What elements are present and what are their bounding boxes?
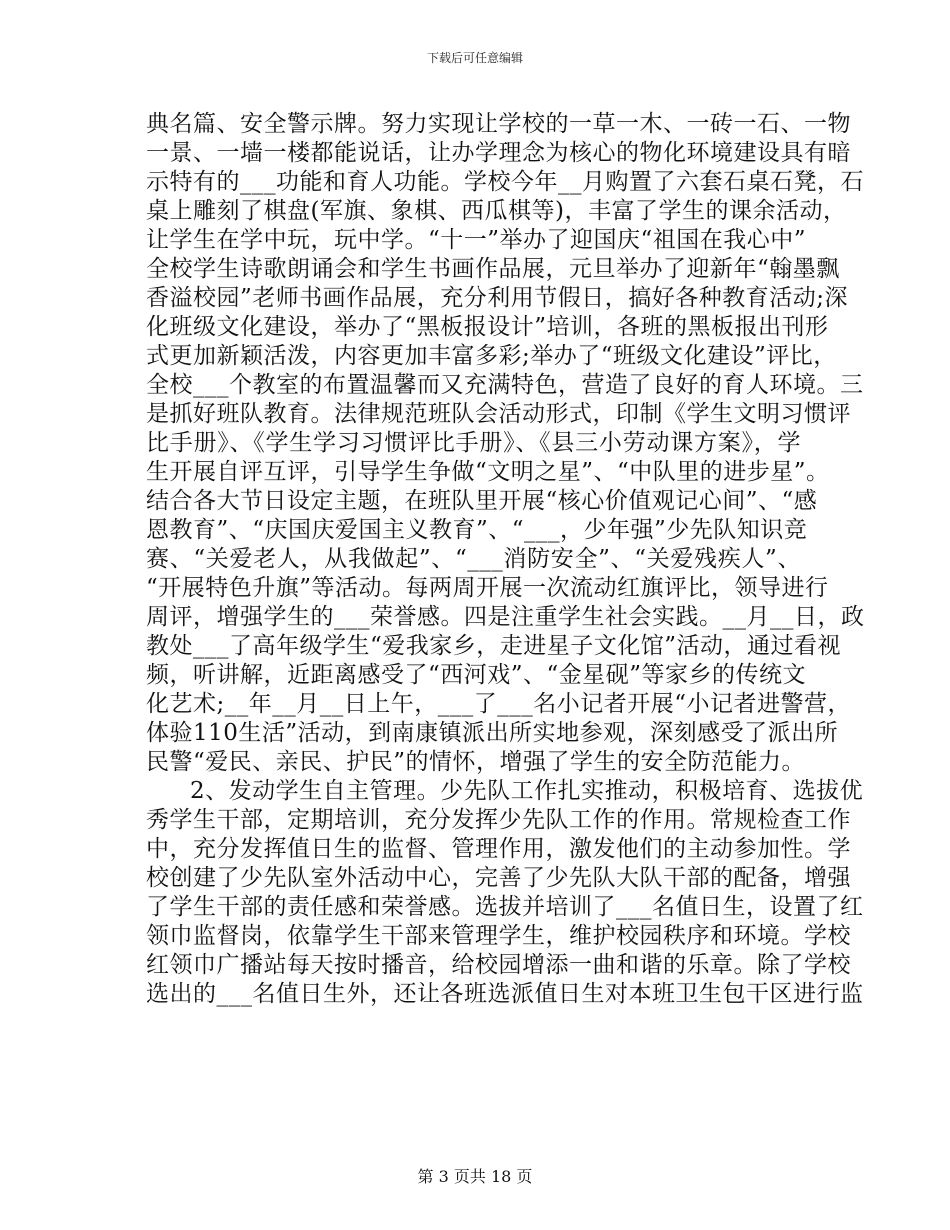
- text-line: 周评，增强学生的___荣誉感。四是注重学生社会实践。__月__日，政: [146, 604, 865, 630]
- page-footer: 第 3 页共 18 页: [417, 1167, 533, 1186]
- text-line: 教处___了高年级学生“爱我家乡，走进星子文化馆”活动，通过看视: [146, 633, 842, 659]
- text-line: 体验110生活”活动，到南康镇派出所实地参观，深刻感受了派出所: [146, 720, 839, 746]
- text-line: “开展特色升旗”等活动。每两周开展一次流动红旗评比，领导进行: [146, 575, 829, 601]
- text-line: 校创建了少先队室外活动中心，完善了少先队大队干部的配备，增强: [146, 865, 851, 891]
- text-line: 红领巾广播站每天按时播音，给校园增添一曲和谐的乐章。除了学校: [146, 952, 851, 978]
- text-line: 恩教育”、“庆国庆爱国主义教育”、“___，少年强”少先队知识竞: [146, 517, 808, 543]
- text-line: 示特有的___功能和育人功能。学校今年__月购置了六套石桌石凳，石: [146, 169, 864, 195]
- text-line: 比手册》、《学生学习习惯评比手册》、《县三小劳动课方案》，学: [146, 430, 801, 456]
- text-line: 秀学生干部，定期培训，充分发挥少先队工作的作用。常规检查工作: [146, 807, 851, 833]
- text-line: 领巾监督岗，依靠学生干部来管理学生，维护校园秩序和环境。学校: [146, 923, 851, 949]
- text-line: 了学生干部的责任感和荣誉感。选拔并培训了___名值日生，设置了红: [146, 894, 864, 920]
- text-line: 全校___个教室的布置温馨而又充满特色，营造了良好的育人环境。三: [146, 372, 864, 398]
- text-line: 生开展自评互评，引导学生争做“文明之星”、“中队里的进步星”。: [146, 459, 830, 485]
- text-line: 是抓好班队教育。法律规范班队会活动形式，印制《学生文明习惯评: [146, 401, 851, 427]
- text-line: 典名篇、安全警示牌。努力实现让学校的一草一木、一砖一石、一物: [146, 111, 851, 137]
- text-line: 式更加新颖活泼，内容更加丰富多彩;举办了“班级文化建设”评比，: [146, 343, 837, 369]
- text-line: 中，充分发挥值日生的监督、管理作用，激发他们的主动参加性。学: [146, 836, 851, 862]
- body-text: [146, 110, 865, 1009]
- text-line: 选出的___名值日生外，还让各班选派值日生对本班卫生包干区进行监: [146, 981, 864, 1007]
- page-header: 下载后可任意编辑: [426, 51, 523, 65]
- text-line: 全校学生诗歌朗诵会和学生书画作品展，元旦举办了迎新年“翰墨飘: [146, 256, 840, 282]
- text-line: 民警“爱民、亲民、护民”的情怀，增强了学生的安全防范能力。: [146, 749, 806, 775]
- text-line: 一景、一墙一楼都能说话，让办学理念为核心的物化环境建设具有暗: [146, 140, 851, 166]
- text-line: 结合各大节日设定主题，在班队里开展“核心价值观记心间”、“感: [146, 488, 818, 514]
- text-line: 化艺术;__年__月__日上午，___了___名小记者开展“小记者进警营，: [146, 691, 852, 717]
- text-line: 化班级文化建设，举办了“黑板报设计”培训，各班的黑板报出刊形: [146, 314, 829, 340]
- text-line: 让学生在学中玩，玩中学。“十一”举办了迎国庆“祖国在我心中”: [146, 227, 807, 253]
- text-line: 频，听讲解，近距离感受了“西河戏”、“金星砚”等家乡的传统文: [146, 662, 807, 688]
- text-line: 香溢校园”老师书画作品展，充分利用节假日，搞好各种教育活动;深: [146, 285, 849, 311]
- text-line: 2、发动学生自主管理。少先队工作扎实推动，积极培育、选拔优: [190, 778, 864, 804]
- text-line: 桌上雕刻了棋盘(军旗、象棋、西瓜棋等)，丰富了学生的课余活动，: [146, 198, 847, 224]
- text-line: 赛、“关爱老人，从我做起”、“___消防安全”、“关爱残疾人”、: [146, 546, 801, 572]
